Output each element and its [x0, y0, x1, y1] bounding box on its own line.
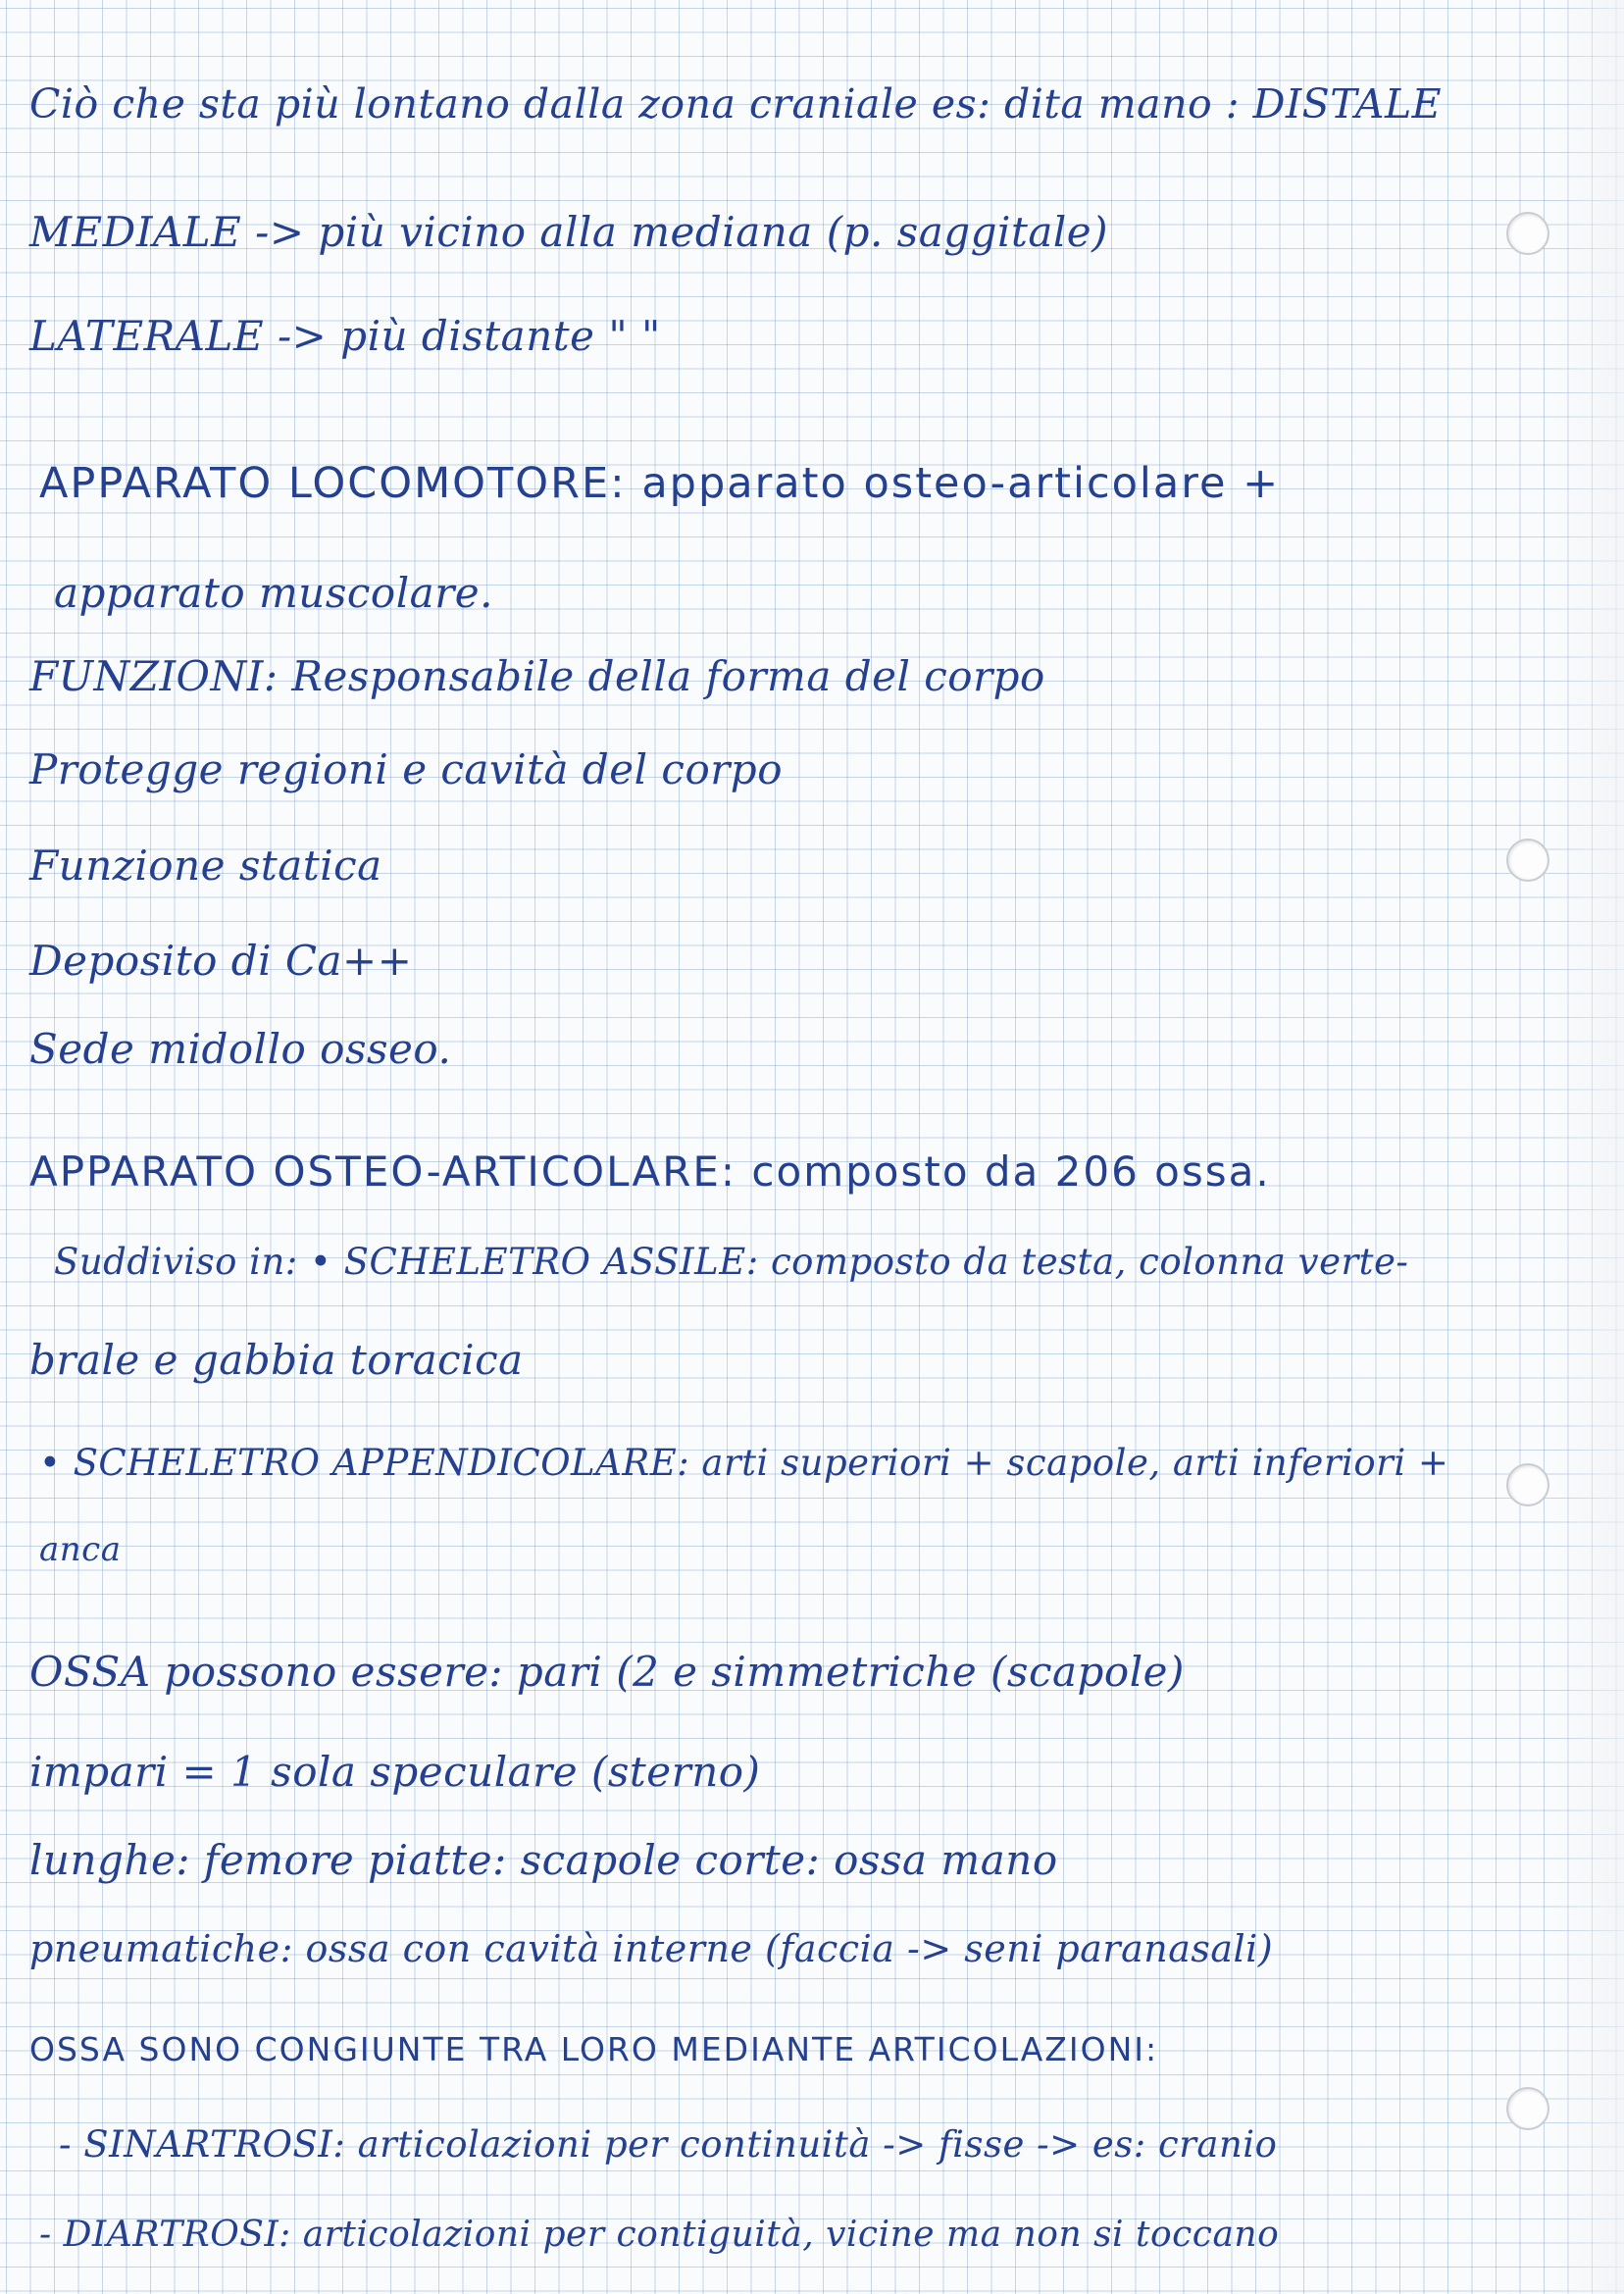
note-line-mediale: MEDIALE -> più vicino alla mediana (p. saggitale) — [29, 208, 1109, 256]
note-line-funzioni: FUNZIONI: Responsabile della forma del corpo — [29, 652, 1045, 700]
note-line-suddiviso: Suddiviso in: • SCHELETRO ASSILE: composto da testa, colonna verte- — [54, 1241, 1409, 1283]
note-line-gabbia-toracica: brale e gabbia toracica — [29, 1336, 524, 1384]
binder-hole — [1506, 839, 1549, 882]
binder-hole — [1506, 1463, 1549, 1506]
note-line-distale: Ciò che sta più lontano dalla zona craniale es: dita mano : DISTALE — [29, 80, 1443, 127]
note-line-laterale: LATERALE -> più distante " " — [29, 312, 661, 360]
binder-hole — [1506, 212, 1549, 255]
note-line-impari: impari = 1 sola speculare (sterno) — [29, 1748, 761, 1796]
note-line-funzione-statica: Funzione statica — [29, 841, 382, 890]
note-line-pneumatiche: pneumatiche: ossa con cavità interne (faccia -> seni paranasali) — [29, 1927, 1274, 1970]
note-line-ossa-pari: OSSA possono essere: pari (2 e simmetriche (scapole) — [29, 1648, 1185, 1696]
heading-articolazioni: OSSA SONO CONGIUNTE TRA LORO MEDIANTE ARTICOLAZIONI: — [29, 2030, 1159, 2068]
binder-hole — [1506, 2087, 1549, 2130]
note-line-appendicolare: • SCHELETRO APPENDICOLARE: arti superiori + scapole, arti inferiori + — [39, 1442, 1449, 1484]
note-line-muscolare: apparato muscolare. — [54, 569, 493, 617]
heading-osteo-articolare: APPARATO OSTEO-ARTICOLARE: composto da 206 ossa. — [29, 1147, 1271, 1196]
note-line-lunghe: lunghe: femore piatte: scapole corte: ossa mano — [29, 1836, 1058, 1884]
note-line-midollo: Sede midollo osseo. — [29, 1025, 452, 1073]
note-line-protegge: Protegge regioni e cavità del corpo — [29, 745, 783, 793]
note-line-anca: anca — [39, 1530, 122, 1569]
note-line-diartrosi: - DIARTROSI: articolazioni per contiguità, vicine ma non si toccano — [39, 2215, 1280, 2255]
note-line-deposito: Deposito di Ca++ — [29, 937, 413, 985]
page-edge-shadow — [1555, 0, 1624, 2294]
note-line-sinartrosi: - SINARTROSI: articolazioni per continuità -> fisse -> es: cranio — [59, 2123, 1278, 2166]
heading-apparato-locomotore: APPARATO LOCOMOTORE: apparato osteo-articolare + — [39, 459, 1281, 508]
